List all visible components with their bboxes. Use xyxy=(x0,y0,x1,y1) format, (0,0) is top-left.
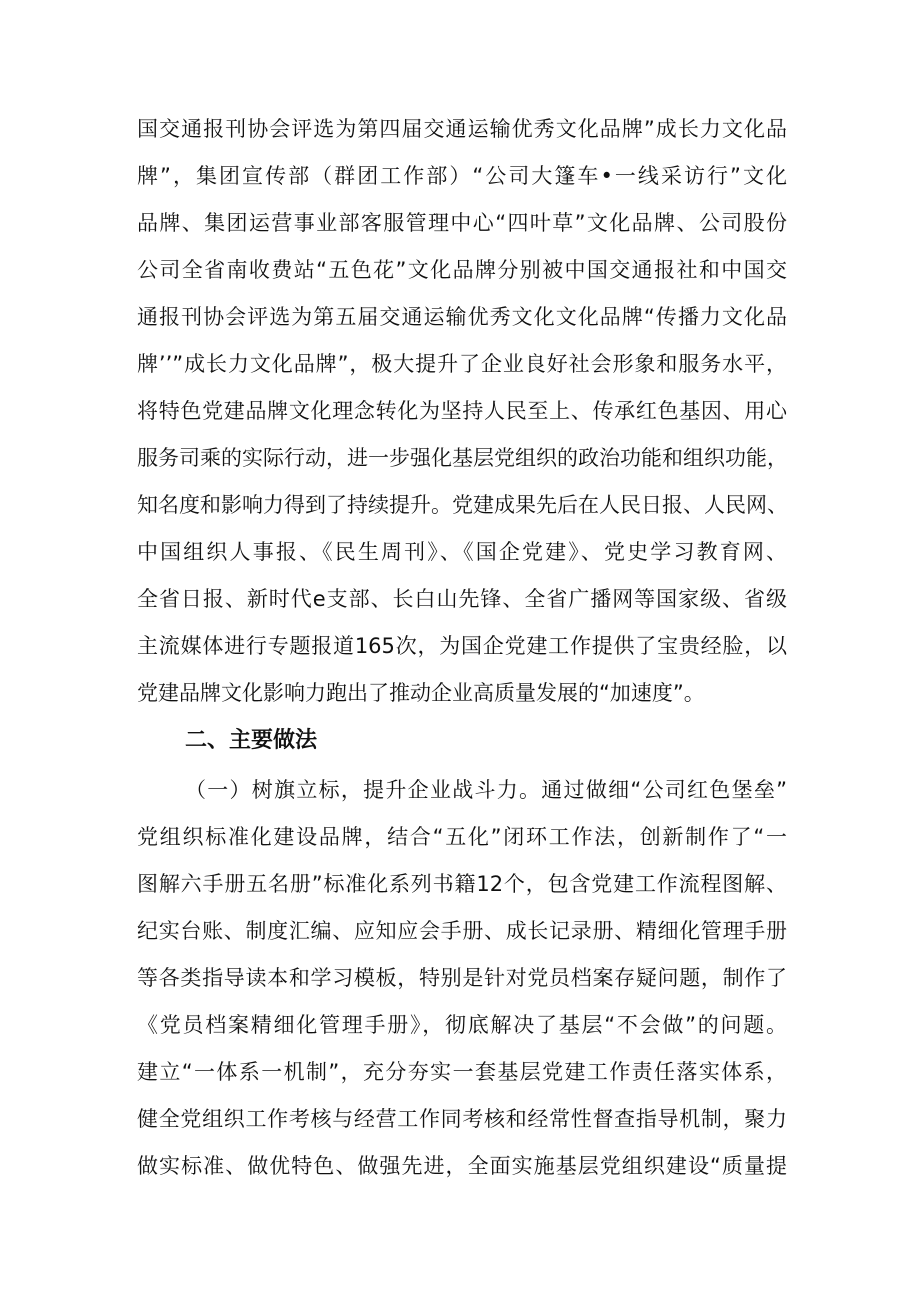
paragraph-line: 中国组织人事报、《民生周刊》、《国企党建》、党史学习教育网、 xyxy=(137,540,787,564)
paragraph-line: 品牌、集团运营事业部客服管理中心“四叶草”文化品牌、公司股份 xyxy=(137,211,787,235)
paragraph-line: 等各类指导读本和学习模板，特别是针对党员档案存疑问题，制作了 xyxy=(137,966,787,990)
paragraph-line: 国交通报刊协会评选为第四届交通运输优秀文化品牌”成长力文化品 xyxy=(137,117,787,141)
paragraph-line: 知名度和影响力得到了持续提升。党建成果先后在人民日报、人民网、 xyxy=(137,493,788,517)
paragraph-line: 全省日报、新时代e支部、长白山先锋、全省广播网等国家级、省级 xyxy=(137,587,787,611)
paragraph-line: 将特色党建品牌文化理念转化为坚持人民至上、传承红色基因、用心 xyxy=(137,399,787,423)
paragraph-line: 公司全省南收费站“五色花”文化品牌分别被中国交通报社和中国交 xyxy=(137,258,787,282)
paragraph-line: 牌’’”成长力文化品牌”，极大提升了企业良好社会形象和服务水平， xyxy=(137,352,787,376)
paragraph-line: 主流媒体进行专题报道165次，为国企党建工作提供了宝贵经脸，以 xyxy=(137,634,787,658)
paragraph-line: 建立“一体系一机制”，充分夯实一套基层党建工作责任落实体系， xyxy=(137,1060,787,1084)
paragraph-line: 通报刊协会评选为第五届交通运输优秀文化文化品牌“传播力文化品 xyxy=(137,305,787,329)
paragraph-line: 纪实台账、制度汇编、应知应会手册、成长记录册、精细化管理手册 xyxy=(137,919,787,943)
paragraph-line: （一）树旗立标，提升企业战斗力。通过做细“公司红色堡垒” xyxy=(185,778,787,802)
paragraph-line: 党组织标准化建设品牌，结合“五化”闭环工作法，创新制作了“一 xyxy=(137,825,787,849)
paragraph-line: 做实标准、做优特色、做强先进，全面实施基层党组织建设“质量提 xyxy=(137,1154,787,1178)
paragraph-line: 《党员档案精细化管理手册》，彻底解决了基层“不会做”的问题。 xyxy=(137,1013,787,1037)
paragraph-line: 健全党组织工作考核与经营工作同考核和经常性督查指导机制，聚力 xyxy=(137,1107,787,1131)
section-heading: 二、主要做法 xyxy=(185,728,318,753)
paragraph-line: 服务司乘的实际行动，进一步强化基层党组织的政治功能和组织功能， xyxy=(137,446,788,470)
paragraph-line: 图解六手册五名册”标准化系列书籍12个，包含党建工作流程图解、 xyxy=(137,872,787,896)
paragraph-line: 牌”，集团宣传部（群团工作部）“公司大篷车•一线采访行”文化 xyxy=(137,164,787,188)
paragraph-line: 党建品牌文化影响力跑出了推动企业高质量发展的“加速度”。 xyxy=(137,681,705,705)
